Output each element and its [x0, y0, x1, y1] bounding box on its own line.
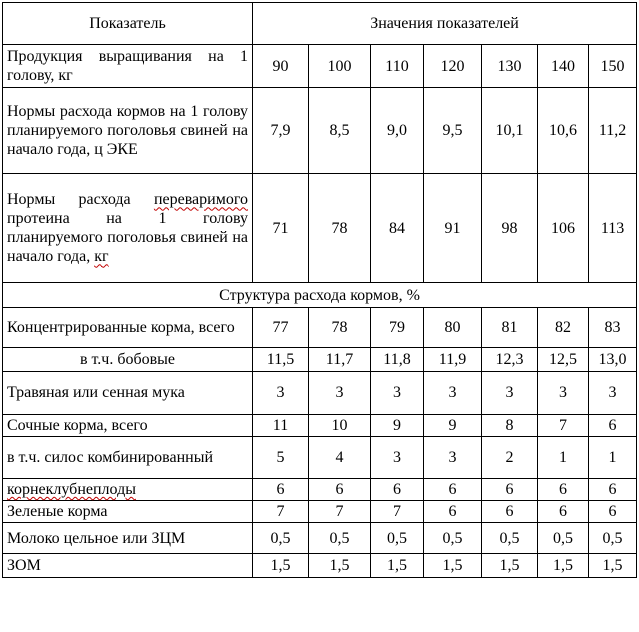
value-cell: 13,0: [589, 347, 637, 371]
value-cell: 9,5: [424, 87, 482, 174]
row-label: Молоко цельное или ЗЦМ: [3, 523, 253, 553]
header-indicator: Показатель: [3, 3, 253, 45]
table-row: [3, 523, 637, 553]
value-cell: 4: [309, 436, 371, 478]
label-part: переваримого: [153, 191, 248, 209]
value-cell: 6: [589, 414, 637, 436]
table-row: [3, 553, 637, 577]
value-cell: 9: [371, 414, 424, 436]
value-cell: 11,5: [253, 347, 309, 371]
value-cell: 7: [309, 501, 371, 523]
value-cell: 9,0: [371, 87, 424, 174]
value-cell: 7: [538, 414, 589, 436]
row-label: в т.ч. силос комбинированный: [3, 436, 253, 478]
label-part: Нормы расхода: [7, 191, 154, 209]
value-cell: 1: [589, 436, 637, 478]
value-cell: 91: [424, 174, 482, 283]
value-cell: 120: [424, 45, 482, 87]
header-row: [3, 3, 637, 45]
value-cell: 1: [538, 436, 589, 478]
value-cell: 8: [482, 414, 538, 436]
value-cell: 100: [309, 45, 371, 87]
table-row: [3, 479, 637, 501]
value-cell: 6: [482, 479, 538, 501]
value-cell: 0,5: [589, 523, 637, 553]
table-row: [3, 307, 637, 347]
value-cell: 1,5: [482, 553, 538, 577]
value-cell: 10,6: [538, 87, 589, 174]
value-cell: 7: [371, 501, 424, 523]
row-label: Нормы расхода кормов на 1 голову планируемого поголовья свиней на начало года, ц ЭКЕ: [3, 87, 253, 174]
row-label: Сочные корма, всего: [3, 414, 253, 436]
value-cell: 6: [538, 479, 589, 501]
table-row: [3, 501, 637, 523]
value-cell: 6: [371, 479, 424, 501]
value-cell: 1,5: [309, 553, 371, 577]
value-cell: 6: [482, 501, 538, 523]
value-cell: 12,5: [538, 347, 589, 371]
value-cell: 140: [538, 45, 589, 87]
value-cell: 81: [482, 307, 538, 347]
value-cell: 6: [424, 479, 482, 501]
value-cell: 10: [309, 414, 371, 436]
value-cell: 80: [424, 307, 482, 347]
value-cell: 3: [253, 372, 309, 414]
value-cell: 5: [253, 436, 309, 478]
row-label: Зеленые корма: [3, 501, 253, 523]
section-row: [3, 283, 637, 307]
value-cell: 3: [589, 372, 637, 414]
value-cell: 1,5: [371, 553, 424, 577]
value-cell: 3: [371, 436, 424, 478]
value-cell: 83: [589, 307, 637, 347]
value-cell: 3: [309, 372, 371, 414]
value-cell: 11,2: [589, 87, 637, 174]
table-row: [3, 414, 637, 436]
section-title: Структура расхода кормов, %: [3, 283, 637, 307]
value-cell: 1,5: [253, 553, 309, 577]
value-cell: 6: [589, 501, 637, 523]
table-row: [3, 45, 637, 87]
row-label: Концентрированные корма, всего: [3, 307, 253, 347]
row-label: корнеклубнеплоды: [3, 479, 253, 501]
value-cell: 3: [424, 372, 482, 414]
value-cell: 6: [309, 479, 371, 501]
table-row: [3, 372, 637, 414]
value-cell: 3: [424, 436, 482, 478]
value-cell: 3: [371, 372, 424, 414]
value-cell: 12,3: [482, 347, 538, 371]
label-part: протеина на 1 голову планируемого поголовья свиней на начало года,: [7, 210, 248, 266]
value-cell: 6: [589, 479, 637, 501]
feed-norms-table: [2, 2, 637, 578]
value-cell: 9: [424, 414, 482, 436]
value-cell: 3: [538, 372, 589, 414]
value-cell: 10,1: [482, 87, 538, 174]
value-cell: 3: [482, 372, 538, 414]
value-cell: 84: [371, 174, 424, 283]
value-cell: 82: [538, 307, 589, 347]
value-cell: 6: [538, 501, 589, 523]
value-cell: 0,5: [424, 523, 482, 553]
table-row: [3, 87, 637, 174]
value-cell: 6: [424, 501, 482, 523]
row-label: Продукция выращивания на 1 голову, кг: [3, 45, 253, 87]
value-cell: 11,7: [309, 347, 371, 371]
table-row: [3, 347, 637, 371]
value-cell: 71: [253, 174, 309, 283]
value-cell: 78: [309, 307, 371, 347]
value-cell: 7: [253, 501, 309, 523]
value-cell: 1,5: [538, 553, 589, 577]
header-values: Значения показателей: [253, 3, 637, 45]
value-cell: 2: [482, 436, 538, 478]
value-cell: 77: [253, 307, 309, 347]
value-cell: 0,5: [371, 523, 424, 553]
value-cell: 11,8: [371, 347, 424, 371]
value-cell: 150: [589, 45, 637, 87]
value-cell: 79: [371, 307, 424, 347]
value-cell: 106: [538, 174, 589, 283]
value-cell: 78: [309, 174, 371, 283]
value-cell: 8,5: [309, 87, 371, 174]
table-row: [3, 436, 637, 478]
value-cell: 1,5: [589, 553, 637, 577]
value-cell: 11,9: [424, 347, 482, 371]
value-cell: 0,5: [482, 523, 538, 553]
value-cell: 113: [589, 174, 637, 283]
value-cell: 0,5: [309, 523, 371, 553]
value-cell: 130: [482, 45, 538, 87]
value-cell: 6: [253, 479, 309, 501]
value-cell: 90: [253, 45, 309, 87]
row-label: в т.ч. бобовые: [3, 347, 253, 371]
table-row: [3, 174, 637, 283]
value-cell: 11: [253, 414, 309, 436]
value-cell: 0,5: [538, 523, 589, 553]
row-label: [3, 174, 253, 283]
value-cell: 7,9: [253, 87, 309, 174]
value-cell: 110: [371, 45, 424, 87]
value-cell: 98: [482, 174, 538, 283]
row-label: Травяная или сенная мука: [3, 372, 253, 414]
label-part: кг: [94, 248, 109, 266]
row-label: ЗОМ: [3, 553, 253, 577]
value-cell: 1,5: [424, 553, 482, 577]
value-cell: 0,5: [253, 523, 309, 553]
